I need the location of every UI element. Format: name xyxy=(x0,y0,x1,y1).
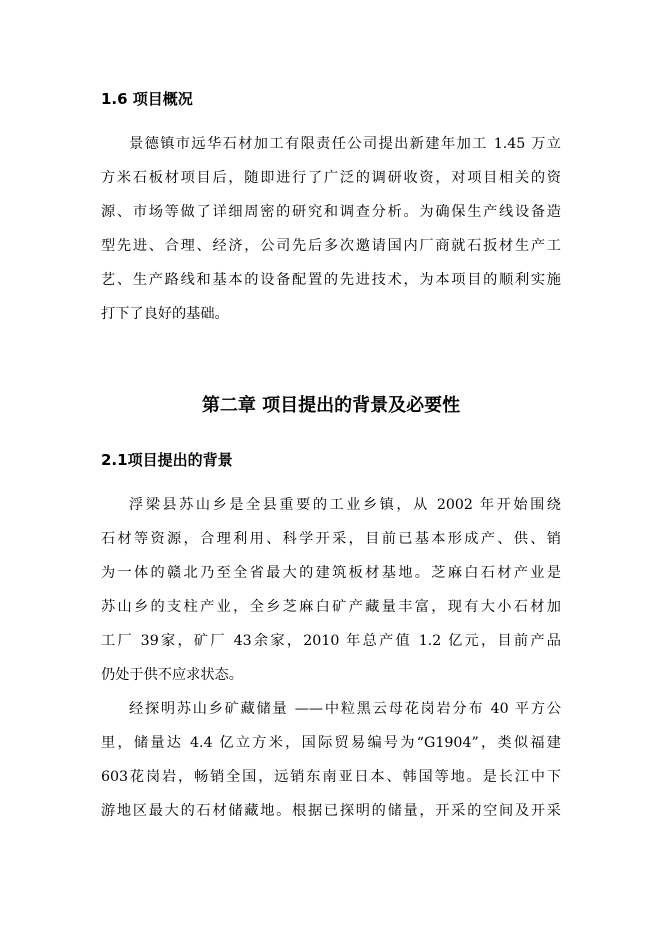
paragraph-background-1 xyxy=(101,488,561,692)
paragraph-line: 石材等资源，合理利用、科学开采，目前已基本形成产、供、销 xyxy=(101,531,561,547)
paragraph-line: 打下了良好的基础。 xyxy=(101,306,229,322)
paragraph-line: 苏山乡的支柱产业，全乡芝麻白矿产藏量丰富，现有大小石材加 xyxy=(101,599,561,615)
paragraph-line: 经探明苏山乡矿藏储量 ——中粒黑云母花岗岩分布 40 平方公 xyxy=(129,701,561,717)
paragraph-line: 型先进、合理、经济，公司先后多次邀请国内厂商就石扳材生产工 xyxy=(101,238,561,254)
paragraph-line: 方米石板材项目后，随即进行了广泛的调研收资，对项目相关的资 xyxy=(101,170,561,186)
section-heading-1-6: 1.6 项目概况 xyxy=(101,90,193,108)
paragraph-line: 景德镇市远华石材加工有限责任公司提出新建年加工 1.45 万立 xyxy=(129,136,561,152)
paragraph-line: 工厂 39家，矿厂 43余家，2010 年总产值 1.2 亿元，目前产品 xyxy=(101,633,561,649)
paragraph-line: 603花岗岩，畅销全国，远销东南亚日本、韩国等地。是长江中下 xyxy=(101,769,561,785)
paragraph-line: 浮梁县苏山乡是全县重要的工业乡镇，从 2002 年开始围绕 xyxy=(129,497,561,513)
paragraph-line: 艺、生产路线和基本的设备配置的先进技术，为本项目的顺利实施 xyxy=(101,272,561,288)
paragraph-line: 为一体的赣北乃至全省最大的建筑板材基地。芝麻白石材产业是 xyxy=(101,565,561,581)
paragraph-line: 源、市场等做了详细周密的研究和调查分析。为确保生产线设备造 xyxy=(101,204,561,220)
paragraph-line: 游地区最大的石材储藏地。根据已探明的储量，开采的空间及开采 xyxy=(101,803,561,819)
paragraph-project-overview xyxy=(101,127,561,331)
paragraph-line: 仍处于供不应求状态。 xyxy=(101,667,243,683)
section-heading-2-1: 2.1项目提出的背景 xyxy=(101,451,233,469)
paragraph-background-2 xyxy=(101,692,561,828)
chapter-title: 第二章 项目提出的背景及必要性 xyxy=(201,395,461,416)
paragraph-line: 里，储量达 4.4 亿立方米，国际贸易编号为“G1904”，类似福建 xyxy=(101,735,561,751)
